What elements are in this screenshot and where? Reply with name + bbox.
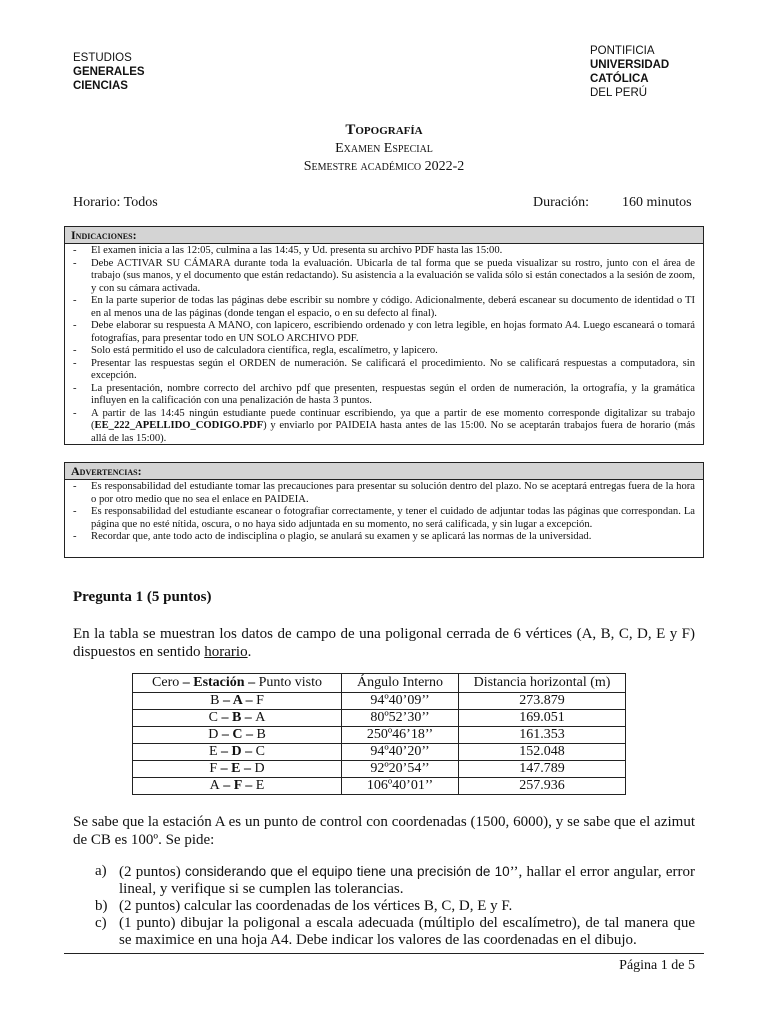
- faculty-name: [73, 51, 145, 93]
- footer-divider: [64, 953, 704, 954]
- warning-item: - Es responsabilidad del estudiante tomar las precauciones para presentar su solución dentro del plazo. No se aceptará entregas fuera de la hora o por otro medio que no sea el enlace en PAIDEIA.: [73, 481, 695, 506]
- table-row: [133, 761, 626, 778]
- cell-distance: 152.048: [459, 744, 626, 761]
- cell-angle: 92º20’54’’: [342, 761, 459, 778]
- instructions-box: [64, 226, 704, 445]
- col-header-stations-text: Cero – Estación – Punto visto: [152, 675, 322, 690]
- table-row: [133, 693, 626, 710]
- faculty-line-2: GENERALES: [73, 66, 145, 78]
- cell-stations: E – D – C: [133, 744, 342, 761]
- cell-stations: C – B – A: [133, 710, 342, 727]
- university-line-4: DEL PERÚ: [590, 87, 648, 99]
- university-line-3: CATÓLICA: [590, 73, 649, 85]
- semester: Semestre académico 2022-2: [303, 159, 465, 174]
- table-row: [133, 744, 626, 761]
- instruction-item: - Presentar las respuestas según el ORDEN de numeración. Se calificará el procedimiento. No se calificará respuestas a computadora, sin excepción.: [73, 358, 695, 383]
- schedule-hours: Horario: Todos: [73, 195, 158, 210]
- cell-angle: 80º52’30’’: [342, 710, 459, 727]
- university-line-1: PONTIFICIA: [590, 45, 655, 57]
- instructions-list: [65, 244, 703, 447]
- warnings-heading: Advertencias:: [65, 463, 703, 480]
- cell-stations: F – E – D: [133, 761, 342, 778]
- cell-stations: D – C – B: [133, 727, 342, 744]
- question-intro: En la tabla se muestran los datos de campo de una poligonal cerrada de 6 vértices (A, B, C, D, E y F) dispuestos en sentido horario.: [73, 626, 695, 660]
- university-name: [590, 44, 669, 100]
- instruction-item: - A partir de las 14:45 ningún estudiante puede continuar escribiendo, ya que a partir de ese momento corresponde digitalizar su trabajo (EE_222_APELLIDO_CODIGO.PDF) y enviarlo por PAIDEIA hasta antes de las 15:00. No se aceptarán trabajos fuera de horario (más allá de las 15:00).: [73, 408, 695, 446]
- item-label: a): [95, 863, 107, 879]
- instruction-item: - Debe elaborar su respuesta A MANO, con lapicero, escribiendo ordenado y con letra legible, en hojas formato A4. Luego escaneará o tomará fotografías, para presentar todo en UN SOLO ARCHIVO PDF.: [73, 320, 695, 345]
- instruction-item: - En la parte superior de todas las páginas debe escribir su nombre y código. Adicionalmente, deberá escanear su documento de identidad o TI en al menos una de las páginas (donde tengan el espacio, o en su defecto al final).: [73, 295, 695, 320]
- question-item-c: c) (1 punto) dibujar la poligonal a escala adecuada (múltiplo del escalímetro), de tal manera que se maximice en una hoja A4. Debe indicar los valores de las coordenadas en el dibujo.: [95, 915, 695, 948]
- question-item-a: a) (2 puntos) considerando que el equipo tiene una precisión de 10’’, hallar el error angular, error lineal, y verifique si se cumplen las tolerancias.: [95, 863, 695, 897]
- table-header-row: [133, 674, 626, 693]
- instructions-heading: Indicaciones:: [65, 227, 703, 244]
- col-header-angle: Ángulo Interno: [342, 674, 459, 693]
- question-context: Se sabe que la estación A es un punto de control con coordenadas (1500, 6000), y se sabe que el azimut de CB es 100º. Se pide:: [73, 814, 695, 848]
- cell-angle: 106º40’01’’: [342, 778, 459, 795]
- question-item-b: b) (2 puntos) calcular las coordenadas de los vértices B, C, D, E y F.: [95, 898, 513, 914]
- cell-distance: 273.879: [459, 693, 626, 710]
- cell-distance: 161.353: [459, 727, 626, 744]
- cell-stations: A – F – E: [133, 778, 342, 795]
- item-label: c): [95, 915, 107, 931]
- warning-item: - Recordar que, ante todo acto de indisciplina o plagio, se anulará su examen y se aplicará las normas de la universidad.: [73, 531, 695, 544]
- instruction-item: - Debe ACTIVAR SU CÁMARA durante toda la evaluación. Ubicarla de tal forma que se pueda visualizar su rostro, junto con el área de trabajo (sus manos, y el documento que están redactando). Su asistencia a la evaluación se valida sólo si están conectados a la sesión de zoom, y con su cámara activada.: [73, 258, 695, 296]
- table-row: [133, 727, 626, 744]
- duration-value: 160 minutos: [622, 195, 692, 210]
- filename-format: EE_222_APELLIDO_CODIGO.PDF: [94, 420, 264, 431]
- question-title: Pregunta 1 (5 puntos): [73, 589, 212, 605]
- cell-stations: B – A – F: [133, 693, 342, 710]
- duration-label: Duración:: [533, 195, 589, 210]
- warning-item: - Es responsabilidad del estudiante escanear o fotografiar correctamente, y tener el cuidado de adjuntar todas las páginas que correspondan. La página que no esté nítida, oscura, o no haya sido adjuntada en su momento, no será calificada, y sin lugar a excepción.: [73, 506, 695, 531]
- cell-distance: 147.789: [459, 761, 626, 778]
- faculty-line-3: CIENCIAS: [73, 80, 128, 92]
- table-row: [133, 778, 626, 795]
- cell-distance: 257.936: [459, 778, 626, 795]
- col-header-distance: Distancia horizontal (m): [459, 674, 626, 693]
- cell-angle: 250º46’18’’: [342, 727, 459, 744]
- item-label: b): [95, 898, 108, 914]
- instruction-item: - El examen inicia a las 12:05, culmina a las 14:45, y Ud. presenta su archivo PDF hasta las 15:00.: [73, 245, 695, 258]
- instruction-item: - Solo está permitido el uso de calculadora científica, regla, escalímetro, y lapicero.: [73, 345, 695, 358]
- question-items: [95, 863, 695, 949]
- warnings-list: [65, 480, 703, 546]
- cell-angle: 94º40’09’’: [342, 693, 459, 710]
- exam-type: Examen Especial: [335, 141, 433, 156]
- instruction-item: - La presentación, nombre correcto del archivo pdf que presenten, respuestas según el orden de numeración, la ortografía, y la gramática influyen en la calificación con una penalización de hasta 3 puntos.: [73, 383, 695, 408]
- table-row: [133, 710, 626, 727]
- university-line-2: UNIVERSIDAD: [590, 59, 670, 71]
- cell-distance: 169.051: [459, 710, 626, 727]
- exam-title-block: [0, 120, 768, 176]
- col-header-stations: [133, 674, 342, 693]
- survey-data-table: [132, 673, 626, 795]
- faculty-line-1: ESTUDIOS: [73, 52, 132, 64]
- page-number: Página 1 de 5: [619, 958, 695, 973]
- course-title: Topografía: [345, 122, 423, 138]
- cell-angle: 94º40’20’’: [342, 744, 459, 761]
- warnings-box: [64, 462, 704, 558]
